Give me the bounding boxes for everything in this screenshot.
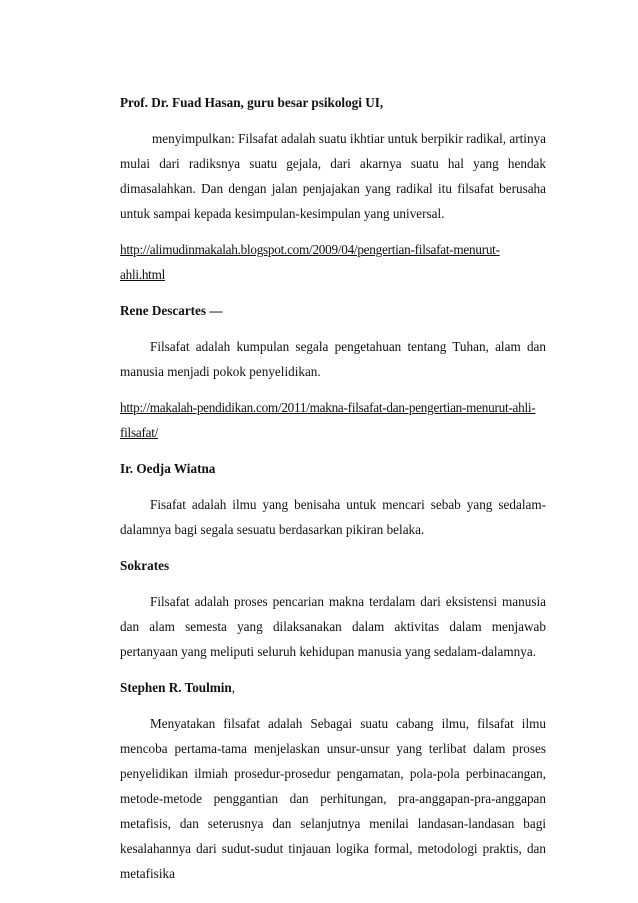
section-heading-oedja-wiatna bbox=[120, 456, 546, 481]
section-heading-sokrates bbox=[120, 553, 546, 578]
link-line-2[interactable]: filsafat/ bbox=[120, 425, 159, 440]
section-body-rene-descartes: Filsafat adalah kumpulan segala pengetahuan tentang Tuhan, alam dan manusia menjadi pokok penyelidikan. bbox=[120, 339, 546, 379]
heading-text: Ir. Oedja Wiatna bbox=[120, 461, 216, 476]
reference-link-makalah-pendidikan[interactable] bbox=[120, 395, 546, 445]
section-heading-rene-descartes bbox=[120, 298, 546, 323]
section-body-oedja-wiatna: Fisafat adalah ilmu yang benisaha untuk mencari sebab yang sedalam-dalamnya bagi segala sesuatu berdasarkan pikiran belaka. bbox=[120, 497, 546, 537]
link-line-1[interactable]: http://makalah-pendidikan.com/2011/makna-filsafat-dan-pengertian-menurut-ahli- bbox=[120, 400, 536, 415]
heading-text: Sokrates bbox=[120, 558, 170, 573]
section-heading-fuad-hasan bbox=[120, 90, 546, 115]
heading-suffix: , bbox=[231, 680, 236, 695]
heading-text: Rene Descartes — bbox=[120, 303, 223, 318]
section-body-stephen-toulmin: Menyatakan filsafat adalah Sebagai suatu cabang ilmu, filsafat ilmu mencoba pertama-tama menjelaskan unsur-unsur yang terlibat dalam proses penyelidikan ilmiah prosedur-prosedur pengamatan, pola-pola perbinacangan, metode-metode penggantian dan perhitungan, pra-anggapan-pra-anggapan metafisis, dan seterusnya dan selanjutnya menilai landasan-landasan bagi kesalahannya dari sudut-sudut tinjauan logika formal, metodologi praktis, dan metafisika bbox=[120, 716, 546, 881]
link-line-2[interactable]: ahli.html bbox=[120, 267, 166, 282]
reference-link-alimudinmakalah[interactable] bbox=[120, 237, 546, 287]
section-body-fuad-hasan: menyimpulkan: Filsafat adalah suatu ikhtiar untuk berpikir radikal, artinya mulai dari radiksnya suatu gejala, dari akarnya suatu hal yang hendak dimasalahkan. Dan dengan jalan penjajakan yang radikal itu filsafat berusaha untuk sampai kepada kesimpulan-kesimpulan yang universal. bbox=[120, 131, 546, 221]
section-body-sokrates: Filsafat adalah proses pencarian makna terdalam dari eksistensi manusia dan alam semesta yang dilaksanakan dalam aktivitas dalam menjawab pertanyaan yang meliputi seluruh kehidupan manusia yang sedalam-dalamnya. bbox=[120, 594, 546, 659]
link-line-1[interactable]: http://alimudinmakalah.blogspot.com/2009/04/pengertian-filsafat-menurut- bbox=[120, 242, 500, 257]
heading-text: Stephen R. Toulmin bbox=[120, 680, 232, 695]
heading-text: Prof. Dr. Fuad Hasan, guru besar psikologi UI, bbox=[120, 95, 384, 110]
section-heading-stephen-toulmin bbox=[120, 675, 546, 700]
